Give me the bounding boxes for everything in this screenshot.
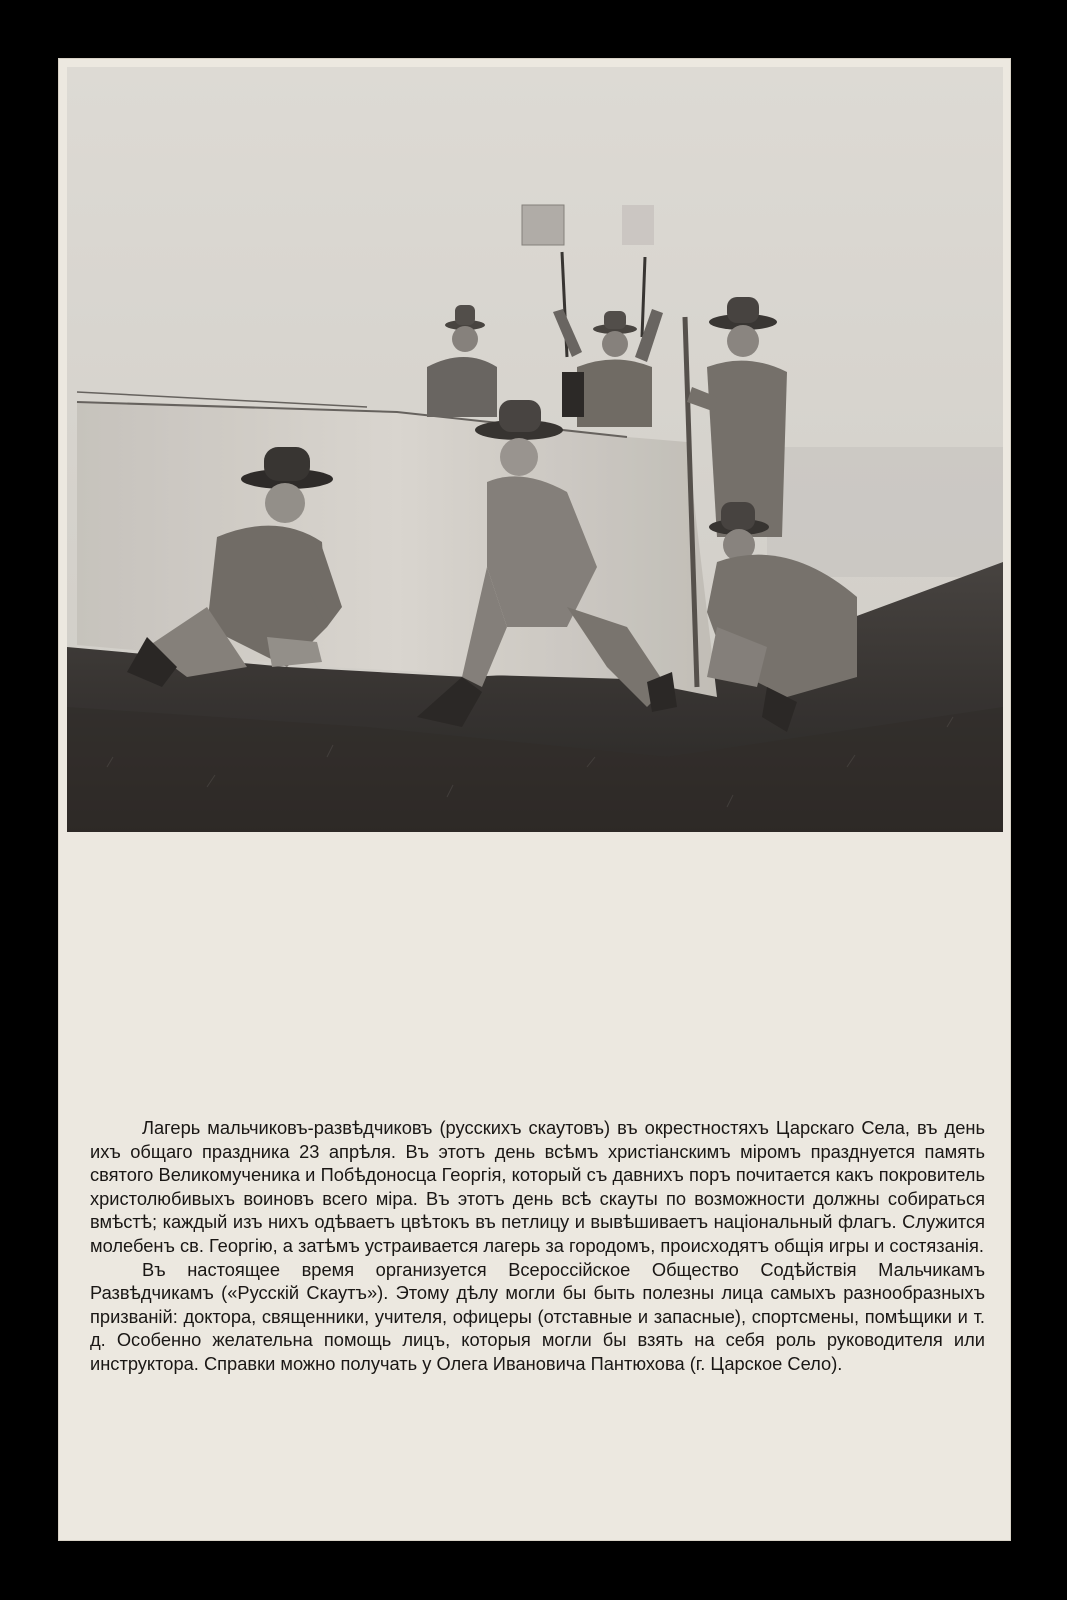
postcard <box>58 58 1011 1541</box>
caption-paragraph-1: Лагерь мальчиковъ-развѣдчиковъ (русскихъ скаутовъ) въ окрестностяхъ Царскаго Села, въ день ихъ общаго праздника 23 апрѣля. Въ этотъ день всѣмъ христіанскимъ міромъ празднуется память святого Великомученика и Побѣдоносца Георгія, который съ давнихъ поръ почитается какъ покровитель христолюбивыхъ воиновъ всего міра. Въ этотъ день всѣ скауты по возможности должны собираться вмѣстѣ; каждый изъ нихъ одѣваетъ цвѣтокъ въ петлицу и вывѣшиваетъ національный флагъ. Служится молебенъ св. Георгію, а затѣмъ устраивается лагерь за городомъ, происходятъ общія игры и состязанія. <box>90 1117 985 1256</box>
photo-illustration <box>67 67 1003 832</box>
scout-camp-photo <box>67 67 1003 832</box>
caption-paragraph-2: Въ настоящее время организуется Всероссійское Общество Содѣйствія Мальчикамъ Развѣдчикамъ («Русскій Скаутъ»). Этому дѣлу могли бы быть полезны лица самыхъ разнообразныхъ призваній: доктора, священники, учителя, офицеры (отставные и запасные), спортсмены, помѣщики и т. д. Особенно желательна помощь лицъ, которыя могли бы взять на себя роль руководителя или инструктора. Справки можно получать у Олега Ивановича Пантюхова (г. Царское Село). <box>90 1258 985 1374</box>
caption-text <box>90 1116 985 1376</box>
